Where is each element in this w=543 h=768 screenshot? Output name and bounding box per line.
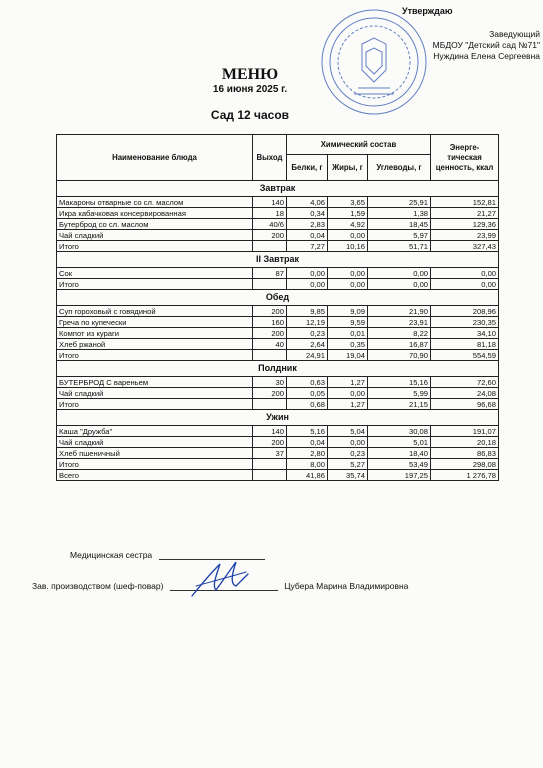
cell-output: 140 [253,197,287,208]
cell-carbs: 21,90 [368,306,431,317]
cell-carbs: 0,00 [368,268,431,279]
cell-protein: 12,19 [287,317,328,328]
cell-output: 200 [253,306,287,317]
cell-protein: 0,63 [287,377,328,388]
cell-fat: 19,04 [328,350,368,361]
cell-output [253,459,287,470]
cell-carbs: 21,15 [368,399,431,410]
cell-energy: 0,00 [431,279,499,290]
table-row [57,268,499,279]
table-row [57,197,499,208]
header-energy: Энерге- тическая ценность, ккал [431,135,499,181]
cell-output: 160 [253,317,287,328]
subtotal-row [57,350,499,361]
cell-carbs: 1,38 [368,208,431,219]
cell-fat: 1,59 [328,208,368,219]
cell-output: 40 [253,339,287,350]
chef-label: Зав. производством (шеф-повар) [32,581,164,591]
cell-protein: 2,80 [287,448,328,459]
cell-energy: 86,83 [431,448,499,459]
section-title: Ужин [57,410,499,426]
cell-dish-name: Чай сладкий [57,230,253,241]
cell-carbs: 18,40 [368,448,431,459]
cell-carbs: 15,16 [368,377,431,388]
cell-energy: 96,68 [431,399,499,410]
cell-fat: 0,00 [328,437,368,448]
approval-org: МБДОУ "Детский сад №71" [432,40,540,50]
menu-table-body [57,181,499,481]
cell-fat: 1,27 [328,377,368,388]
cell-dish-name: Чай сладкий [57,437,253,448]
header-protein: Белки, г [287,155,328,181]
header-chemical-composition: Химический состав [287,135,431,155]
cell-output: 200 [253,437,287,448]
cell-output [253,279,287,290]
cell-energy: 23,99 [431,230,499,241]
section-title: Завтрак [57,181,499,197]
cell-fat: 3,65 [328,197,368,208]
table-row [57,377,499,388]
cell-fat: 0,00 [328,388,368,399]
approval-name: Нуждина Елена Сергеевна [433,51,540,61]
cell-protein: 0,00 [287,268,328,279]
cell-dish-name: Итого [57,459,253,470]
cell-fat: 0,01 [328,328,368,339]
cell-carbs: 30,08 [368,426,431,437]
cell-fat: 0,00 [328,279,368,290]
cell-carbs: 5,97 [368,230,431,241]
cell-energy: 152,81 [431,197,499,208]
cell-protein: 7,27 [287,241,328,252]
chef-name: Цубера Марина Владимировна [284,581,409,591]
table-row [57,339,499,350]
cell-carbs: 70,90 [368,350,431,361]
cell-energy: 20,18 [431,437,499,448]
cell-output: 30 [253,377,287,388]
cell-output [253,350,287,361]
menu-table [56,134,499,481]
cell-dish-name: Итого [57,241,253,252]
cell-dish-name: Греча по купечески [57,317,253,328]
cell-protein: 0,00 [287,279,328,290]
cell-protein: 4,06 [287,197,328,208]
cell-energy: 1 276,78 [431,470,499,481]
cell-output: 37 [253,448,287,459]
header-carbs: Углеводы, г [368,155,431,181]
cell-carbs: 5,01 [368,437,431,448]
section-header [57,361,499,377]
page-title: МЕНЮ [221,66,279,83]
header-fat: Жиры, г [328,155,368,181]
cell-dish-name: Суп гороховый с говядиной [57,306,253,317]
cell-protein: 8,00 [287,459,328,470]
cell-fat: 0,00 [328,268,368,279]
cell-protein: 0,04 [287,230,328,241]
cell-protein: 0,68 [287,399,328,410]
cell-energy: 230,35 [431,317,499,328]
cell-energy: 129,36 [431,219,499,230]
cell-carbs: 18,45 [368,219,431,230]
cell-output [253,241,287,252]
table-row [57,426,499,437]
handwritten-signature [186,556,252,602]
cell-carbs: 23,91 [368,317,431,328]
cell-dish-name: Макароны отварные со сл. маслом [57,197,253,208]
cell-energy: 208,96 [431,306,499,317]
cell-fat: 5,27 [328,459,368,470]
cell-fat: 4,92 [328,219,368,230]
table-row [57,219,499,230]
table-row [57,437,499,448]
cell-energy: 72,60 [431,377,499,388]
cell-protein: 0,04 [287,437,328,448]
cell-fat: 5,04 [328,426,368,437]
cell-dish-name: Итого [57,350,253,361]
cell-protein: 2,64 [287,339,328,350]
cell-protein: 2,83 [287,219,328,230]
cell-protein: 0,34 [287,208,328,219]
subtotal-row [57,279,499,290]
cell-energy: 0,00 [431,268,499,279]
table-row [57,230,499,241]
cell-energy: 24,08 [431,388,499,399]
section-title: II Завтрак [57,252,499,268]
menu-date: 16 июня 2025 г. [212,84,288,95]
section-header [57,290,499,306]
table-row [57,317,499,328]
menu-subtitle: Сад 12 часов [210,108,290,122]
cell-fat: 9,59 [328,317,368,328]
cell-energy: 21,27 [431,208,499,219]
nurse-label: Медицинская сестра [70,550,153,560]
section-title: Полдник [57,361,499,377]
cell-dish-name: Хлеб пшеничный [57,448,253,459]
cell-carbs: 197,25 [368,470,431,481]
table-row [57,448,499,459]
cell-dish-name: Итого [57,279,253,290]
cell-energy: 298,08 [431,459,499,470]
cell-energy: 34,10 [431,328,499,339]
header-dish-name: Наименование блюда [57,135,253,181]
cell-fat: 1,27 [328,399,368,410]
cell-fat: 10,16 [328,241,368,252]
cell-fat: 35,74 [328,470,368,481]
cell-output: 200 [253,388,287,399]
cell-protein: 5,16 [287,426,328,437]
official-stamp [318,8,430,116]
cell-energy: 554,59 [431,350,499,361]
subtotal-row [57,399,499,410]
cell-energy: 327,43 [431,241,499,252]
cell-carbs: 5,99 [368,388,431,399]
cell-output: 200 [253,230,287,241]
cell-carbs: 0,00 [368,279,431,290]
cell-carbs: 16,87 [368,339,431,350]
grand-total-row [57,470,499,481]
table-row [57,328,499,339]
section-header [57,410,499,426]
cell-dish-name: Икра кабачковая консервированная [57,208,253,219]
subtotal-row [57,459,499,470]
cell-fat: 0,35 [328,339,368,350]
cell-protein: 0,05 [287,388,328,399]
cell-dish-name: Хлеб ржаной [57,339,253,350]
cell-protein: 41,86 [287,470,328,481]
cell-protein: 0,23 [287,328,328,339]
cell-dish-name: Итого [57,399,253,410]
cell-dish-name: Сок [57,268,253,279]
cell-protein: 9,85 [287,306,328,317]
cell-output: 40/6 [253,219,287,230]
header-output: Выход [253,135,287,181]
cell-dish-name: Каша "Дружба" [57,426,253,437]
section-title: Обед [57,290,499,306]
cell-carbs: 53,49 [368,459,431,470]
cell-carbs: 8,22 [368,328,431,339]
cell-output: 18 [253,208,287,219]
cell-dish-name: Чай сладкий [57,388,253,399]
cell-dish-name: Бутерброд со сл. маслом [57,219,253,230]
subtotal-row [57,241,499,252]
cell-output: 87 [253,268,287,279]
cell-energy: 81,18 [431,339,499,350]
cell-energy: 191,07 [431,426,499,437]
approval-position: Заведующий [489,29,540,39]
approval-title: Утверждаю [402,6,453,16]
section-header [57,181,499,197]
cell-output [253,470,287,481]
cell-dish-name: БУТЕРБРОД С вареньем [57,377,253,388]
table-row [57,208,499,219]
table-row [57,306,499,317]
table-row [57,388,499,399]
cell-dish-name: Всего [57,470,253,481]
cell-carbs: 51,71 [368,241,431,252]
cell-output: 140 [253,426,287,437]
section-header [57,252,499,268]
cell-output: 200 [253,328,287,339]
cell-fat: 0,00 [328,230,368,241]
cell-fat: 9,09 [328,306,368,317]
cell-dish-name: Компот из кураги [57,328,253,339]
cell-fat: 0,23 [328,448,368,459]
cell-carbs: 25,91 [368,197,431,208]
cell-output [253,399,287,410]
cell-protein: 24,91 [287,350,328,361]
